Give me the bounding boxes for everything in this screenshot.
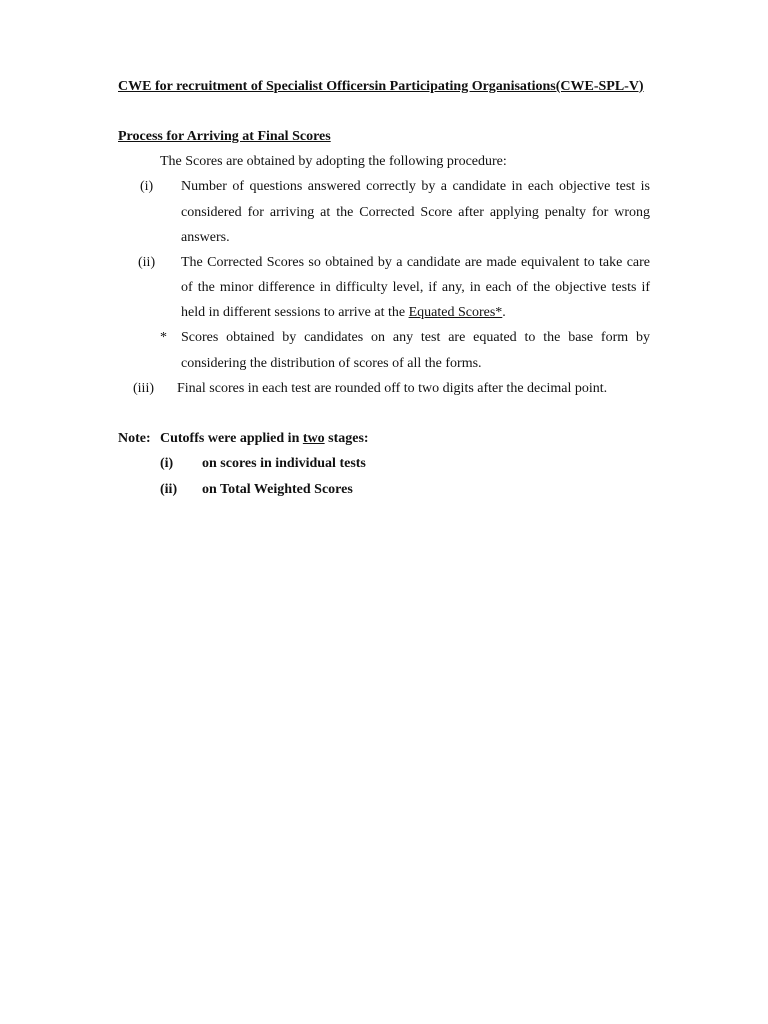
item-line: of the minor difference in difficulty level, if any, in each of the objective tests if bbox=[181, 280, 650, 295]
document-title: CWE for recruitment of Specialist Officersin Participating Organisations(CWE-SPL-V) bbox=[118, 79, 644, 94]
item-line: Final scores in each test are rounded off to two digits after the decimal point. bbox=[177, 381, 608, 396]
equated-scores-link: Equated Scores* bbox=[408, 305, 503, 320]
stage-text: on Total Weighted Scores bbox=[202, 482, 353, 497]
note-text bbox=[160, 430, 369, 448]
note-label: Note: bbox=[118, 431, 151, 446]
item-line: answers. bbox=[181, 230, 230, 245]
item-number: (ii) bbox=[138, 255, 156, 270]
item-number: * bbox=[160, 330, 167, 345]
item-line-text: held in different sessions to arrive at the bbox=[181, 305, 409, 320]
item-line: Scores obtained by candidates on any test are equated to the base form by bbox=[181, 330, 650, 345]
item-line bbox=[181, 304, 506, 322]
note-text-prefix: Cutoffs were applied in bbox=[160, 431, 303, 446]
item-line: considered for arriving at the Corrected Score after applying penalty for wrong bbox=[181, 205, 650, 220]
intro-text: The Scores are obtained by adopting the following procedure: bbox=[160, 154, 507, 169]
item-line: Number of questions answered correctly by a candidate in each objective test is bbox=[181, 179, 650, 194]
item-line: The Corrected Scores so obtained by a candidate are made equivalent to take care bbox=[181, 255, 650, 270]
note-text-suffix: stages: bbox=[324, 431, 369, 446]
item-line-text: . bbox=[502, 305, 506, 320]
item-number: (iii) bbox=[133, 381, 154, 396]
stage-text: on scores in individual tests bbox=[202, 456, 366, 471]
item-line: considering the distribution of scores of all the forms. bbox=[181, 356, 482, 371]
stage-number: (ii) bbox=[160, 482, 178, 497]
stage-number: (i) bbox=[160, 456, 174, 471]
item-number: (i) bbox=[140, 179, 154, 194]
note-text-underlined: two bbox=[302, 431, 325, 446]
section-heading: Process for Arriving at Final Scores bbox=[118, 129, 331, 144]
